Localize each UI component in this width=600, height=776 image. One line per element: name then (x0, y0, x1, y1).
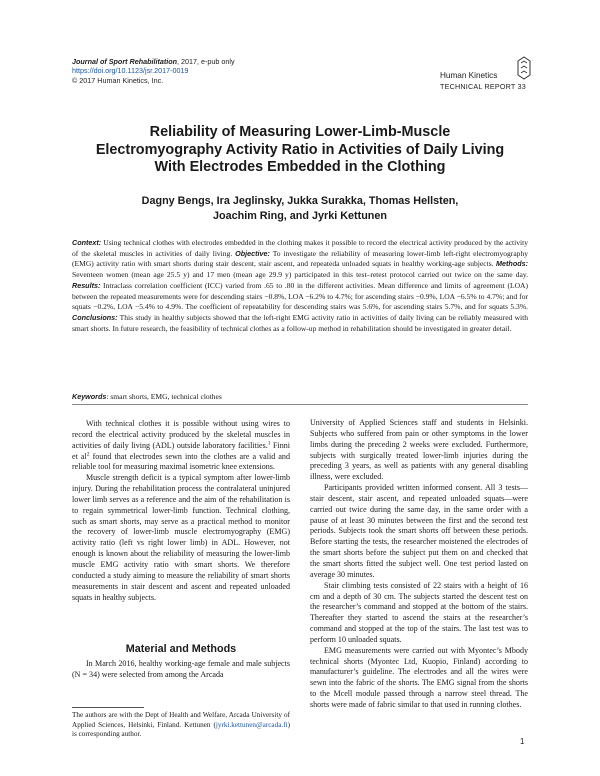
abstract-divider (72, 404, 528, 405)
citation-1: 1 (267, 440, 271, 447)
section-heading-methods: Material and Methods (125, 643, 237, 655)
right-column (310, 418, 528, 711)
keywords (72, 392, 222, 401)
methods-paragraph-4: EMG measurements were carried out with Myontec’s Mbody technical shorts (Myontec Ltd, Kuopio, Finland) according to manufacturer’s guideline. The electrodes and all the wires were sewn into the fabric of the shorts. The EMG signal from the shorts to the Mcell module passed through a narrow steel thread. The shorts were made of fabric similar to that used in running clothes. (310, 645, 528, 709)
context-label: Context: (72, 238, 102, 247)
intro-paragraph-1: With technical clothes it is possible without using wires to record the electrical activity produced by the skeletal muscles in activities of daily living (ADL) outside laboratory facilities.$^1$ Finni et $al^2$ found that electrodes sewn into the clothes are a valid and reliable tool for measuring maximal isometric knee extensions. (72, 419, 290, 472)
keywords-text: : smart shorts, EMG, technical clothes (106, 392, 222, 401)
page-number: 1 (520, 737, 525, 746)
methods-paragraph-1-cont: University of Applied Sciences staff and students in Helsinki. Subjects who suffered from pain or other symptoms in the lower limbs during the preceding 2 weeks were excluded. Furthermore, subjects with surgically treated lower-limb injuries during the preceding 3 years, as well as patients with any general disabling illness, were excluded. (310, 418, 528, 482)
publisher-name: Human Kinetics (440, 71, 498, 80)
authors-line-1: Dagny Bengs, Ira Jeglinsky, Jukka Surakka, Thomas Hellsten, (141, 195, 459, 207)
results-label: Results: (72, 280, 101, 290)
corresponding-email-link[interactable]: jyrki.kettunen@arcada.fi (215, 720, 288, 729)
author-affiliation-footnote: The authors are with the Dept of Health and Welfare, Arcada University of Applied Sciences, Helsinki, Finland. Kettunen (jyrki.kettunen@arcada.fi) is corresponding author. (72, 711, 290, 739)
methods-label: Methods: (496, 259, 528, 269)
title-line-1: Reliability of Measuring Lower-Limb-Muscle (149, 124, 451, 140)
doi-link[interactable]: https://doi.org/10.1123/jsr.2017-0019 (72, 66, 189, 76)
left-column-intro (72, 419, 290, 603)
title-line-2: Electromyography Activity Ratio in Activities of Daily Living (95, 141, 505, 158)
methods-text: Seventeen women (mean age 25.5 y) and 17 men (mean age 29.9 y) participated in this test–retest protocol carried out twice on the same day. (72, 270, 528, 280)
methods-paragraph-2: Participants provided written informed consent. All 3 tests—stair descent, stair ascent, and repeated unloaded squats—were carried out twice during the same day, in the same order with a pause of at least 30 minutes between the first and the second test periods. Subjects took the smart shorts off between these periods. Before starting the tests, the researcher moistened the electrodes of the smart shorts before the subject put them on and checked that the smart shorts fitted the subject well. One test period lasted on average 30 minutes. (310, 483, 528, 579)
context-text: Using technical clothes with electrodes embedded in the clothing makes it possible to record the electrical activity produced by the activity of the skeletal muscles in activities of daily living. (72, 238, 528, 258)
journal-header (72, 57, 312, 85)
conclusions-label: Conclusions: (72, 312, 118, 322)
copyright-notice: © 2017 Human Kinetics, Inc. (72, 75, 164, 85)
methods-paragraph-1: In March 2016, healthy working-age female and male subjects (N = 34) were selected from among the Arcada (72, 659, 290, 679)
objective-label: Objective: (235, 248, 270, 258)
citation-2: 2 (86, 450, 90, 457)
objective-text: To investigate the reliability of measuring lower-limb left-right electromyography (EMG) activity ratio with smart shorts during stair descent, stair ascent, and repeateda unloaded squats in healthy working-age subjects. (72, 248, 528, 269)
journal-title: Journal of Sport Rehabilitation (72, 57, 178, 66)
methods-paragraph-3: Stair climbing tests consisted of 22 stairs with a height of 16 cm and a depth of 30 cm. The subjects started the descent test on the researcher’s command and stopped at the bottom of the stairs. Thereafter they started to ascend the stairs at the researcher’s command and stopped at the top of the stairs. The last test was to perform 10 unloaded squats. (310, 580, 528, 644)
title-line-3: With Electrodes Embedded in the Clothing (154, 159, 446, 175)
author-list (80, 194, 520, 223)
authors-line-2: Joachim Ring, and Jyrki Kettunen (213, 209, 387, 222)
report-label: TECHNICAL REPORT 33 (440, 82, 526, 91)
human-kinetics-logo-icon (516, 56, 532, 80)
conclusions-text: This study in healthy subjects showed that the left-right EMG activity ratio in activities of daily living can be reliably measured with smart shorts. In future research, the feasibility of technical clothes as a follow-up method in rehabilitation should be investigated in greater detail. (72, 312, 528, 333)
footnote-divider (72, 707, 144, 708)
journal-issue: , 2017, e-pub only (177, 57, 235, 66)
left-column-methods (72, 659, 290, 681)
keywords-label: Keywords (72, 392, 107, 401)
abstract (72, 238, 528, 334)
results-text: Intraclass correlation coefficient (ICC) varied from .65 to .80 in the different activities. Mean difference and limits of agreement (LOA) between the repeated measurements were for descending stairs −0.8%, LOA −6.2% to 4.7%; for ascending stairs −0.9%, LOA −6.5% to 4.7%; and for squats −0.2%, LOA −5.4% to 4.9%. The coefficient of repeatability for descending stairs was 5.6%, for ascending stairs 5.7%, and for squats 5.3%. (72, 280, 528, 312)
article-title (60, 124, 540, 177)
intro-paragraph-2: Muscle strength deficit is a typical symptom after lower-limb injury. During the rehabilitation process the contralateral uninjured lower limb serves as a reference and the aim of the rehabilitation is to regain symmetrical lower-limb function. Technical clothing, such as smart shorts, may serve as a practical method to monitor the recovery of lower-limb muscle electromyography (EMG) activity ratio (left vs right lower limb) in ADL. However, not enough is known about the reliability of measuring the lower-limb muscle EMG activity ratio with smart shorts. We therefore conducted a study aiming to measure the reliability of smart shorts measurements in stair descent and ascent and repeated unloaded squats in healthy subjects. (72, 473, 290, 602)
